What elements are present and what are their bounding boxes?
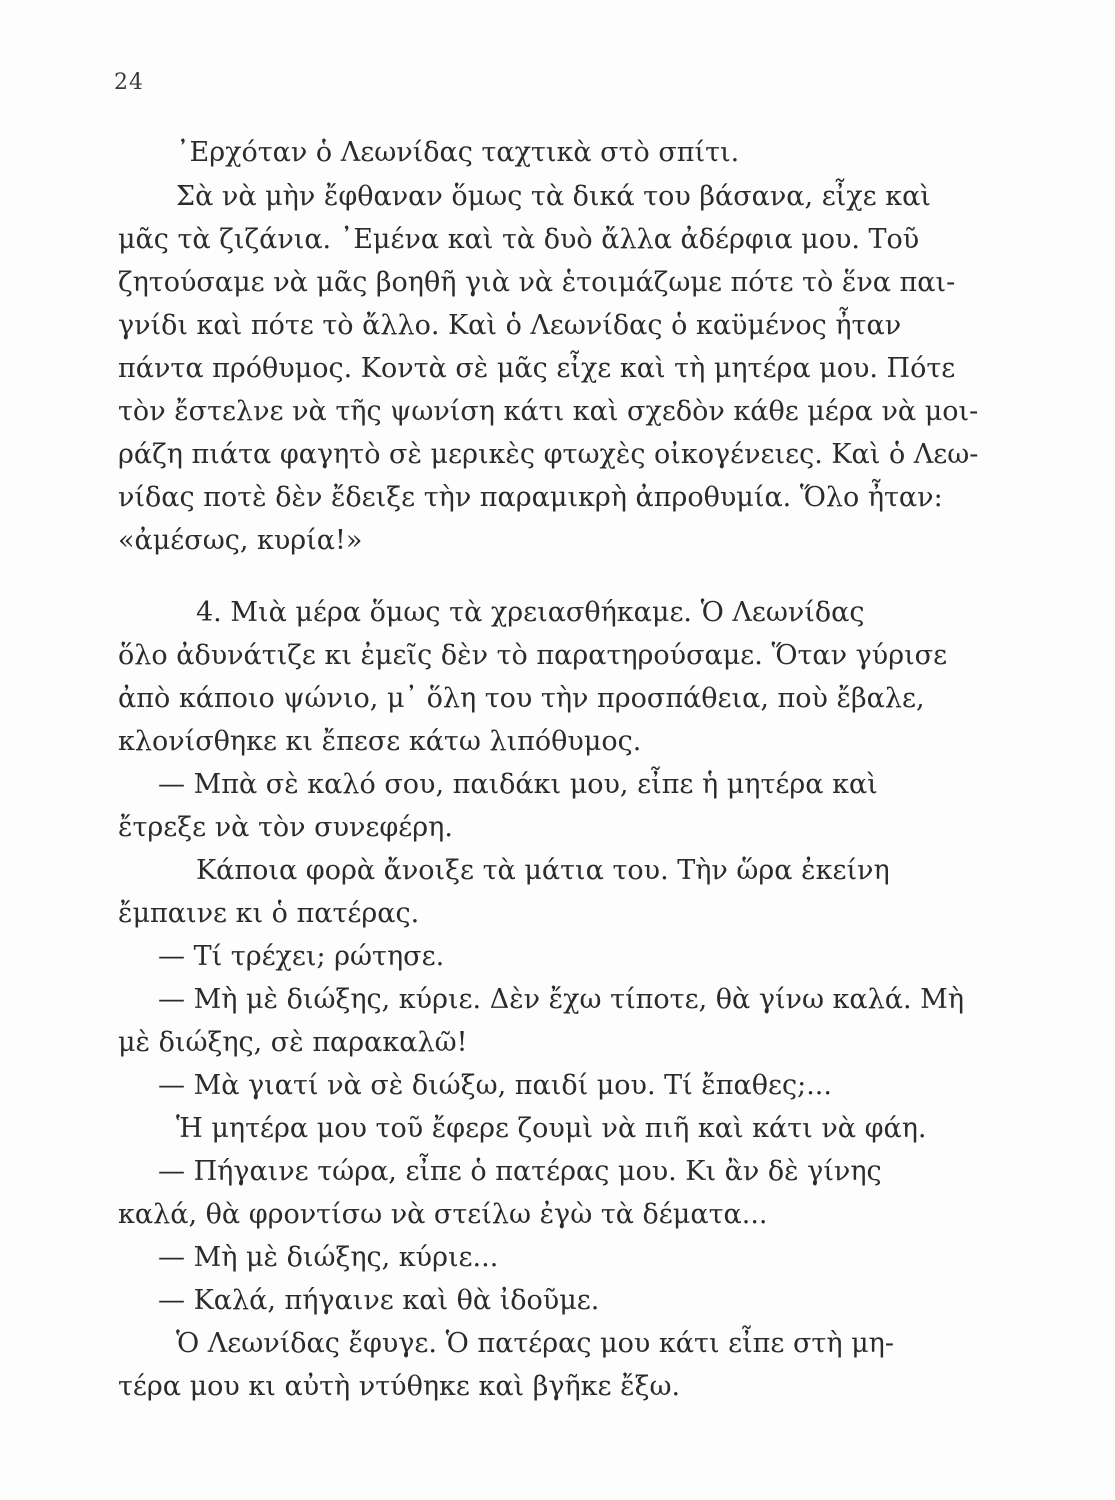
text-line: Ὁ Λεωνίδας ἔφυγε. Ὁ πατέρας μου κάτι εἶπε στὴ μη- [176,1328,894,1359]
dialogue-line: — Μὴ μὲ διώξης, κύριε. Δὲν ἔχω τίποτε, θὰ γίνω καλά. Μὴ [158,984,964,1015]
text-line: νίδας ποτὲ δὲν ἔδειξε τὴν παραμικρὴ ἀπροθυμία. Ὅλο ἦταν: [118,482,943,513]
text-line: τὸν ἔστελνε νὰ τῆς ψωνίση κάτι καὶ σχεδὸν κάθε μέρα νὰ μοι- [118,396,979,427]
text-line: Κάποια φορὰ ἄνοιξε τὰ μάτια του. Τὴν ὥρα ἐκείνη [196,855,890,886]
text-line: ἔτρεξε νὰ τὸν συνεφέρη. [118,812,453,843]
dialogue-line: — Καλά, πήγαινε καὶ θὰ ἰδοῦμε. [158,1285,600,1316]
text-line: Ἡ μητέρα μου τοῦ ἔφερε ζουμὶ νὰ πιῆ καὶ κάτι νὰ φάη. [176,1113,927,1144]
dialogue-line: — Πήγαινε τώρα, εἶπε ὁ πατέρας μου. Κι ἂν δὲ γίνης [158,1156,882,1187]
text-line: καλά, θὰ φροντίσω νὰ στείλω ἐγὼ τὰ δέματα... [118,1199,768,1230]
dialogue-line: — Μὰ γιατί νὰ σὲ διώξω, παιδί μου. Τί ἔπαθες;... [158,1070,832,1101]
text-line: ἔμπαινε κι ὁ πατέρας. [118,898,420,929]
dialogue-line: — Μὴ μὲ διώξης, κύριε... [158,1242,499,1273]
text-line: τέρα μου κι αὐτὴ ντύθηκε καὶ βγῆκε ἔξω. [118,1371,681,1402]
text-line: ἀπὸ κάποιο ψώνιο, μ᾽ ὅλη του τὴν προσπάθεια, ποὺ ἔβαλε, [118,683,925,714]
text-line: ὅλο ἀδυνάτιζε κι ἐμεῖς δὲν τὸ παρατηρούσαμε. Ὅταν γύρισε [118,640,948,671]
text-line: «ἀμέσως, κυρία!» [118,525,363,556]
section-start-line: 4. Μιὰ μέρα ὅμως τὰ χρειασθήκαμε. Ὁ Λεωνίδας [196,597,865,628]
text-line: μᾶς τὰ ζιζάνια. ᾽Εμένα καὶ τὰ δυὸ ἄλλα ἀδέρφια μου. Τοῦ [118,224,920,255]
dialogue-line: — Τί τρέχει; ρώτησε. [158,941,445,972]
text-line: γνίδι καὶ πότε τὸ ἄλλο. Καὶ ὁ Λεωνίδας ὁ καϋμένος ἦταν [118,310,902,341]
text-line: κλονίσθηκε κι ἔπεσε κάτω λιπόθυμος. [118,726,642,757]
page-number: 24 [114,70,144,95]
text-line: ράζη πιάτα φαγητὸ σὲ μερικὲς φτωχὲς οἰκογένειες. Καὶ ὁ Λεω- [118,439,979,470]
text-line: Σὰ νὰ μὴν ἔφθαναν ὅμως τὰ δικά του βάσανα, εἶχε καὶ [176,181,931,212]
text-line: ᾽Ερχόταν ὁ Λεωνίδας ταχτικὰ στὸ σπίτι. [176,137,740,168]
text-line: πάντα πρόθυμος. Κοντὰ σὲ μᾶς εἶχε καὶ τὴ μητέρα μου. Πότε [118,353,956,384]
dialogue-line: — Μπὰ σὲ καλό σου, παιδάκι μου, εἶπε ἡ μητέρα καὶ [158,769,878,800]
text-line: μὲ διώξης, σὲ παρακαλῶ! [118,1027,468,1058]
text-line: ζητούσαμε νὰ μᾶς βοηθῆ γιὰ νὰ ἑτοιμάζωμε πότε τὸ ἕνα παι- [118,267,956,298]
